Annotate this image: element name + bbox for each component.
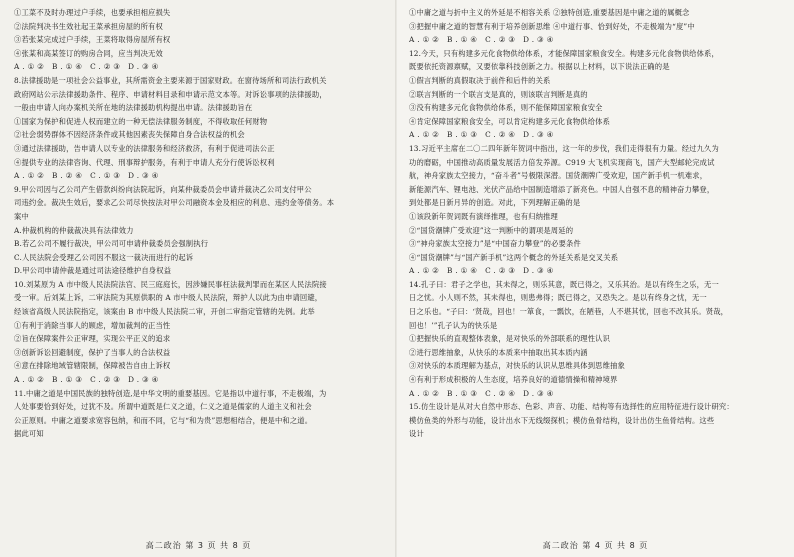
- right-page-text: [409, 6, 786, 441]
- text-line: 13.习近平主席在二〇二四年新年贺词中指出，这一年的步伐，我们走得很有力量。经过九久为: [409, 143, 719, 153]
- text-line: ②进行思维抽象，从快乐的本质来中抽取出其本质内涵: [409, 347, 588, 357]
- text-line: ②法院判决书生效社起王菜承担房屋的所有权: [14, 21, 163, 31]
- text-line: ①有利于消除当事人的顾虑，增加裁判的正当性: [14, 320, 171, 330]
- text-line: 一般由申请人向办案机关所在地的法律援助机构提出申请。法律援助旨在: [14, 103, 253, 113]
- text-line: ②社会弱势群体不因经济条件或其他因素丧失保障自身合法权益的机会: [14, 130, 245, 140]
- text-line: ④意在排除地域管辖限制，保障被告自由上诉权: [14, 361, 171, 371]
- text-line: ③若张某完成过户手续，王菜将取得房屋所有权: [14, 35, 171, 45]
- text-line: ①把握快乐的直观整体表象，是对快乐的外部联系的理性认识: [409, 334, 611, 344]
- text-line: 航，神舟家族太空接力，“奋斗者”号极限深潜。国货潮牌广受欢迎，国产新手机一机难求，: [409, 171, 708, 181]
- text-line: 到处都是日新月异的创造。对此，下列理解正确的是: [409, 198, 581, 208]
- text-line: ①假言判断的真假取决于前件和后件的关系: [409, 75, 551, 85]
- text-line: 经该省高级人民法院指定，该案由 B 市中级人民法院二审，开创二审指定管辖的先例。此举: [14, 307, 315, 317]
- right-page: [397, 0, 794, 557]
- left-page-text: [14, 6, 389, 441]
- text-line: ③创新诉讼回避制度，保护了当事人的合法权益: [14, 347, 171, 357]
- text-line: 人处事要恰到好处，过犹不及。所谓中道既是仁义之道，仁义之道是儒家的人道主义和社会: [14, 402, 312, 412]
- text-line: B.若乙公司不履行裁决，甲公司可申请仲裁委员会强制执行: [14, 239, 209, 249]
- text-line: A.仲裁机构的仲裁裁决具有法律效力: [14, 225, 134, 235]
- text-line: 既要依托资源禀赋，又要依靠科技创新之力。根据以上材料，以下说法正确的是: [409, 62, 670, 72]
- text-line: ③没有构建多元化食物供给体系，则不能保障国家粮食安全: [409, 103, 603, 113]
- text-line: 设计: [409, 429, 424, 439]
- text-line: ④肯定保障国家粮食安全，可以肯定构建多元化食物供给体系: [409, 116, 611, 126]
- text-line: 10.刘某原为 A 市中级人民法院法官、民三庭庭长，因涉嫌民事枉法裁判罪而在某区人民法院接: [14, 279, 327, 289]
- text-line: 15.仿生设计是从对大自然中形态、色彩、声音、功能、结构等有选择性的应用特征进行设计研究：: [409, 402, 734, 412]
- text-line: ①工菜不及时办理过户手续，也要承担相应损失: [14, 8, 171, 17]
- text-line: D.甲公司申请仲裁是通过司法途径维护自身权益: [14, 266, 172, 276]
- text-line: ②联言判断的一个联言支是真的，则该联言判断是真的: [409, 89, 588, 99]
- text-line: C.人民法院会受理乙公司因不服这一裁决而进行的起诉: [14, 252, 194, 262]
- text-line: 12.今天，只有构建多元化食物供给体系，才能保障国家粮食安全。构建多元化食物供给体系，: [409, 48, 719, 58]
- text-line: 9.甲公司因与乙公司产生借款纠纷向法院起诉，向某仲裁委员会申请并裁决乙公司支付甲公: [14, 184, 312, 194]
- text-line: ①中庸之道与折中主义的外延是不相容关系 ②独特创造,重要基因是中庸之道的属概念: [409, 8, 690, 17]
- text-line: ③对快乐的本质理解为基点，对快乐的认识从思维具体到思维抽象: [409, 361, 625, 371]
- text-line: 日之忧。小人则不然，其未得也，则患弗得；既已得之，又恐失之。是以有终身之忧，无一: [409, 293, 707, 303]
- text-line: 政府网站公示法律援助条件、程序、申请材料目录和申请示范文本等。对诉讼事项的法律援助，: [14, 89, 327, 99]
- text-line: ②“国货潮牌广受欢迎”这一判断中的谓项是周延的: [409, 225, 574, 235]
- text-line: ②旨在保障案件公正审理，实现公平正义的追求: [14, 334, 171, 344]
- text-line: 回也！’”孔子认为的快乐是: [409, 320, 498, 330]
- text-line: 公正原则。中庸之道要求宽容包纳，和而不同，它与“和为贵”思想相结合，便是中和之道。: [14, 415, 313, 425]
- text-line: A.①② B.①③ C.②④ D.③④: [409, 130, 557, 140]
- text-line: A.①② B.①④ C.②③ D.③④: [14, 62, 162, 72]
- text-line: 模仿鱼类的外形与功能，设计出水下无线缀探机；模仿鱼骨结构，设计出仿生鱼骨结构。这些: [409, 415, 715, 425]
- text-line: 日之乐也。“子曰：‘贤哉，回也！一箪食，一瓢饮，在陋巷，人不堪其忧，回也不改其乐。贤哉，: [409, 307, 729, 317]
- text-line: ④提供专业的法律咨询、代理、刑事辩护服务，有利于申请人充分行使诉讼权利: [14, 157, 275, 167]
- text-line: 案中: [14, 211, 29, 221]
- text-line: A.①② B.②④ C.①③ D.③④: [14, 171, 162, 181]
- text-line: 11.中庸之道是中国民族的独特创造,是中华文明的重要基因。它是指以中道行事，不走极端，为: [14, 388, 327, 398]
- text-line: 司违约金。裁决生效后，要求乙公司尽快按法对甲公司融资本金及相应的利息、违约金等债务。本: [14, 198, 335, 208]
- right-page-footer: 高二政治 第 4 页 共 8 页: [542, 541, 649, 550]
- text-line: ③通过法律援助，告申请人以专业的法律服务和经济救济，有利于促进司法公正: [14, 143, 275, 153]
- text-line: A.①② B.①③ C.②③ D.③④: [14, 375, 162, 385]
- text-line: ③把握中庸之道的智慧有利于培养创新思维 ④中道行事、恰到好处，不走极端为“度”中: [409, 21, 695, 31]
- text-line: A.①② B.①③ C.②④ D.③④: [409, 388, 557, 398]
- text-line: ④张某和高某签订的购房合同，应当判决无效: [14, 48, 163, 58]
- text-line: A.①② B.①④ C.②③ D.③④: [409, 35, 557, 45]
- text-line: 8.法律援助是一项社会公益事业，其所需资金主要来源于国家财政。在窗待场所和司法行政机关: [14, 75, 327, 85]
- text-line: 据此可知: [14, 429, 44, 439]
- text-line: 受一审。后刘某上诉，二审法院为其原供职的 A 市中级人民法院，辩护人以此为由申请回避，: [14, 293, 323, 303]
- text-line: 新能源汽车、锂电池、光伏产品给中国制造增添了新亮色。中国人自强不息的精神奋力攀登，: [409, 184, 715, 194]
- left-page-footer: 高二政治 第 3 页 共 8 页: [145, 541, 252, 550]
- text-line: ①该段新年贺词既有演绎推理，也有归纳推理: [409, 211, 558, 221]
- text-line: ③“神舟家族太空接力”是“中国奋力攀登”的必要条件: [409, 239, 581, 249]
- text-line: 14.孔子曰：君子之学也，其未得之，则乐其意，既已得之，又乐其治。是以有终生之乐，无一: [409, 279, 719, 289]
- text-line: 功的磨砺，中国推动高质量发展活力倍发养源。C919 大飞机实现商飞，国产大型邮轮完成试: [409, 157, 715, 167]
- text-line: ④有利于形成积极的人生态度，培养良好的道德情操和精神境界: [409, 375, 618, 385]
- text-line: ①国家为保护和促进人权而建立的一种无偿法律服务制度，不得收取任何财物: [14, 116, 268, 126]
- text-line: A.①② B.①④ C.②③ D.③④: [409, 266, 557, 276]
- text-line: ④“国货潮牌”与“国产新手机”这两个概念的外延关系是交叉关系: [409, 252, 619, 262]
